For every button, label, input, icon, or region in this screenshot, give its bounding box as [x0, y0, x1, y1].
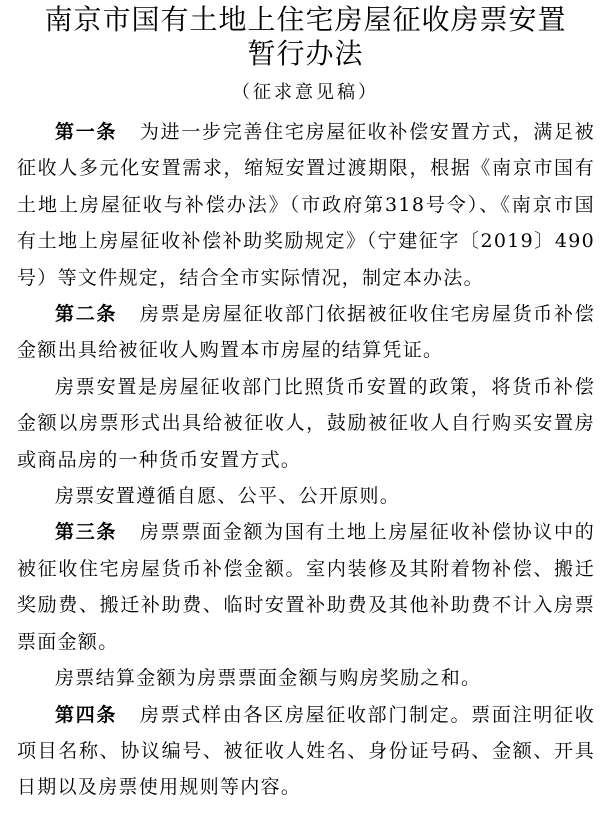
article-4 [17, 697, 595, 806]
article-2-text: 房票是房屋征收部门依据被征收住宅房屋货币补偿金额出具给被征收人购置本市房屋的结算凭证。 [17, 303, 595, 362]
article-1-text: 为进一步完善住宅房屋征收补偿安置方式，满足被征收人多元化安置需求，缩短安置过渡期限，根据《南京市国有土地上房屋征收与补偿办法》（市政府第318号令）、《南京市国有土地上房屋征收补偿补助奖励规定》（宁建征字〔2019〕490号）等文件规定，结合全市实际情况，制定本办法。 [17, 121, 595, 289]
article-3 [17, 514, 595, 660]
article-2-paragraph-2 [17, 369, 595, 478]
article-3-paragraph-2 [17, 660, 595, 696]
article-4-text: 房票式样由各区房屋征收部门制定。票面注明征收项目名称、协议编号、被征收人姓名、身份证号码、金额、开具日期以及房票使用规则等内容。 [17, 703, 595, 799]
article-3-paragraph-2-text: 房票结算金额为房票票面金额与购房奖励之和。 [55, 667, 482, 690]
document-title-line2: 暂行办法 [247, 37, 364, 70]
article-2-paragraph-3 [17, 478, 595, 514]
document-title-line1: 南京市国有土地上住宅房屋征收房票安置 [44, 3, 567, 36]
article-1 [17, 114, 595, 296]
article-1-heading: 第一条 [55, 121, 118, 143]
article-2-paragraph-2-text: 房票安置是房屋征收部门比照货币安置的政策，将货币补偿金额以房票形式出具给被征收人，鼓励被征收人自行购买安置房或商品房的一种货币安置方式。 [17, 375, 595, 471]
article-3-heading: 第三条 [55, 521, 118, 544]
document-subtitle: （征求意见稿） [232, 82, 379, 103]
article-2-paragraph-3-text: 房票安置遵循自愿、公平、公开原则。 [55, 485, 401, 508]
article-2-heading: 第二条 [55, 303, 118, 326]
article-4-heading: 第四条 [55, 703, 118, 726]
document-body [17, 114, 595, 806]
article-2 [17, 296, 595, 369]
article-3-text: 房票票面金额为国有土地上房屋征收补偿协议中的被征收住宅房屋货币补偿金额。室内装修及其附着物补偿、搬迁奖励费、搬迁补助费、临时安置补助费及其他补助费不计入房票票面金额。 [17, 521, 595, 653]
